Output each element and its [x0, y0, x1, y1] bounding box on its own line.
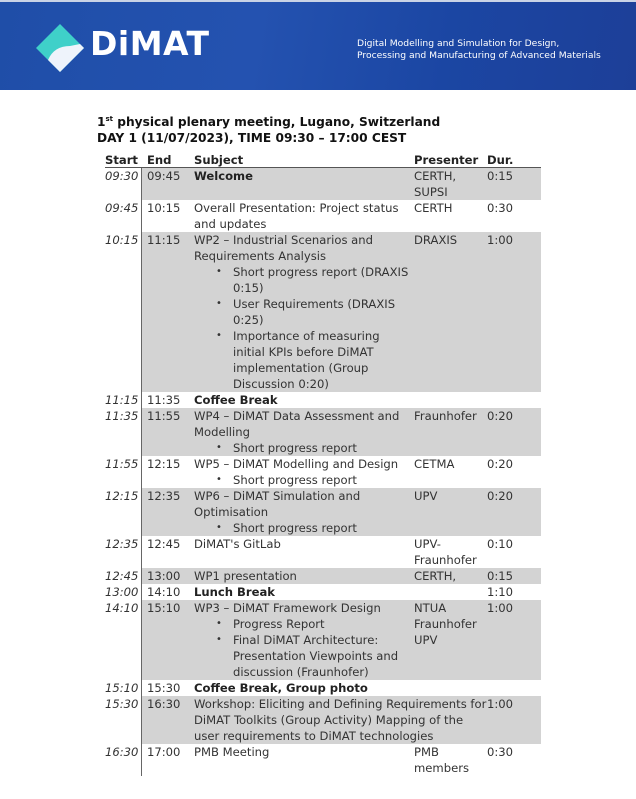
bullet-item: • Progress Report	[194, 616, 414, 632]
presenter-cell	[414, 680, 487, 696]
table-row	[105, 680, 541, 696]
subject-text: Lunch Break	[194, 585, 276, 599]
presenter-cell: CERTH,	[414, 569, 457, 583]
start-cell: 13:00	[105, 584, 142, 600]
start-cell: 11:55	[105, 456, 142, 488]
table-row	[105, 744, 541, 776]
end-cell: 17:00	[147, 745, 181, 759]
presenter-cell	[414, 584, 487, 600]
title-line2: DAY 1 (11/07/2023), TIME 09:30 – 17:00 CEST	[97, 131, 407, 146]
start-cell: 11:15	[105, 392, 142, 408]
start-cell: 10:15	[105, 232, 142, 392]
subject-cell	[194, 696, 487, 744]
dur-cell	[487, 392, 537, 408]
ordinal: 1	[97, 115, 106, 130]
dur-cell: 0:15	[487, 569, 514, 583]
presenter-cell: CETMA	[414, 457, 455, 471]
end-cell: 12:45	[147, 537, 181, 551]
presenter-cell: Fraunhofer	[414, 409, 477, 423]
dur-cell: 0:20	[487, 457, 514, 471]
subject-cell	[194, 392, 414, 408]
subject-text: WP4 – DiMAT Data Assessment and Modelling	[194, 409, 400, 439]
dur-cell: 0:15	[487, 169, 514, 183]
table-row	[105, 392, 541, 408]
start-cell: 16:30	[105, 744, 142, 776]
presenter-cell: UPV	[414, 489, 438, 503]
start-cell: 14:10	[105, 600, 142, 680]
table-header	[105, 152, 541, 168]
dur-cell: 1:10	[487, 585, 514, 599]
presenter-cell: CERTH, SUPSI	[414, 169, 457, 199]
bullet-list	[194, 520, 414, 536]
tagline-line2: Processing and Manufacturing of Advanced Materials	[357, 50, 601, 61]
table-row	[105, 456, 541, 488]
agenda-table	[105, 152, 541, 776]
table-row	[105, 600, 541, 680]
end-cell: 13:00	[147, 569, 181, 583]
subject-text: PMB Meeting	[194, 745, 270, 759]
table-row	[105, 168, 541, 200]
start-cell: 15:10	[105, 680, 142, 696]
dimat-logo-icon	[36, 24, 84, 72]
subject-text: Coffee Break, Group photo	[194, 681, 368, 695]
bullet-item: • User Requirements (DRAXIS 0:25)	[194, 296, 414, 328]
table-row	[105, 408, 541, 456]
subject-text: Welcome	[194, 169, 253, 183]
table-row	[105, 584, 541, 600]
end-cell: 10:15	[147, 201, 181, 215]
dur-cell: 0:30	[487, 745, 514, 759]
col-subject: Subject	[194, 153, 244, 167]
end-cell: 09:45	[147, 169, 181, 183]
subject-text: Overall Presentation: Project status and updates	[194, 201, 399, 231]
dur-cell	[487, 680, 537, 696]
dur-cell: 0:20	[487, 489, 514, 503]
table-row	[105, 696, 541, 744]
table-row	[105, 200, 541, 232]
col-presenter: Presenter	[414, 153, 479, 167]
end-cell: 11:15	[147, 233, 181, 247]
end-cell: 14:10	[147, 585, 181, 599]
col-dur: Dur.	[487, 153, 514, 167]
subject-cell	[194, 456, 414, 488]
presenter-cell: UPV-Fraunhofer	[414, 537, 477, 567]
table-row	[105, 488, 541, 536]
page-title	[97, 111, 440, 146]
subject-text: WP3 – DiMAT Framework Design	[194, 601, 381, 615]
subject-cell	[194, 680, 414, 696]
subject-cell	[194, 536, 414, 568]
subject-cell	[194, 488, 414, 536]
start-cell: 11:35	[105, 408, 142, 456]
subject-cell	[194, 584, 414, 600]
bullet-list	[194, 616, 414, 680]
subject-cell	[194, 200, 414, 232]
tagline	[357, 38, 601, 62]
title-line1: physical plenary meeting, Lugano, Switzerland	[113, 115, 441, 130]
dur-cell: 0:20	[487, 409, 514, 423]
bullet-list	[194, 472, 414, 488]
tagline-line1: Digital Modelling and Simulation for Design,	[357, 38, 560, 49]
subject-text: Coffee Break	[194, 393, 278, 407]
col-start: Start	[105, 152, 142, 167]
subject-cell	[194, 168, 414, 200]
start-cell: 12:15	[105, 488, 142, 536]
start-cell: 15:30	[105, 696, 142, 744]
brand-name: DiMAT	[90, 24, 210, 63]
end-cell: 11:55	[147, 409, 181, 423]
presenter-cell: PMB members	[414, 745, 470, 775]
col-end: End	[147, 153, 172, 167]
end-cell: 15:30	[147, 681, 181, 695]
presenter-cell	[414, 392, 487, 408]
bullet-list	[194, 440, 414, 456]
bullet-item: • Importance of measuring initial KPIs before DiMAT implementation (Group Discussion 0:20)	[194, 328, 414, 392]
header-banner	[0, 0, 636, 90]
subject-text: WP5 – DiMAT Modelling and Design	[194, 457, 399, 471]
subject-cell	[194, 568, 414, 584]
dur-cell: 0:10	[487, 537, 514, 551]
end-cell: 12:15	[147, 457, 181, 471]
table-row	[105, 536, 541, 568]
subject-text: Workshop: Eliciting and Defining Requirements for DiMAT Toolkits (Group Activity) Mapping of the user requirements to DiMAT technologies	[194, 697, 487, 743]
end-cell: 16:30	[147, 697, 181, 711]
subject-cell	[194, 600, 414, 680]
presenter-cell: DRAXIS	[414, 233, 458, 247]
end-cell: 11:35	[147, 393, 181, 407]
table-row	[105, 232, 541, 392]
bullet-item: • Short progress report (DRAXIS 0:15)	[194, 264, 414, 296]
presenter-cell: CERTH	[414, 201, 453, 215]
subject-text: DiMAT's GitLab	[194, 537, 281, 551]
dur-cell: 0:30	[487, 201, 514, 215]
subject-cell	[194, 408, 414, 456]
bullet-item: • Short progress report	[194, 440, 414, 456]
dur-cell: 1:00	[487, 601, 514, 615]
start-cell: 12:35	[105, 536, 142, 568]
table-row	[105, 568, 541, 584]
bullet-item: • Short progress report	[194, 520, 414, 536]
ordinal-suffix: st	[105, 115, 113, 123]
dur-cell: 1:00	[487, 233, 514, 247]
end-cell: 15:10	[147, 601, 181, 615]
subject-cell	[194, 744, 414, 776]
bullet-item: • Short progress report	[194, 472, 414, 488]
start-cell: 12:45	[105, 568, 142, 584]
end-cell: 12:35	[147, 489, 181, 503]
subject-cell	[194, 232, 414, 392]
subject-text: WP6 – DiMAT Simulation and Optimisation	[194, 489, 361, 519]
bullet-item: • Final DiMAT Architecture: Presentation Viewpoints and discussion (Fraunhofer)	[194, 632, 414, 680]
subject-text: WP2 – Industrial Scenarios and Requirements Analysis	[194, 233, 373, 263]
subject-text: WP1 presentation	[194, 569, 297, 583]
start-cell: 09:45	[105, 200, 142, 232]
dur-cell: 1:00	[487, 697, 514, 711]
start-cell: 09:30	[105, 168, 142, 200]
presenter-cell: NTUA Fraunhofer UPV	[414, 601, 477, 647]
bullet-list	[194, 264, 414, 392]
